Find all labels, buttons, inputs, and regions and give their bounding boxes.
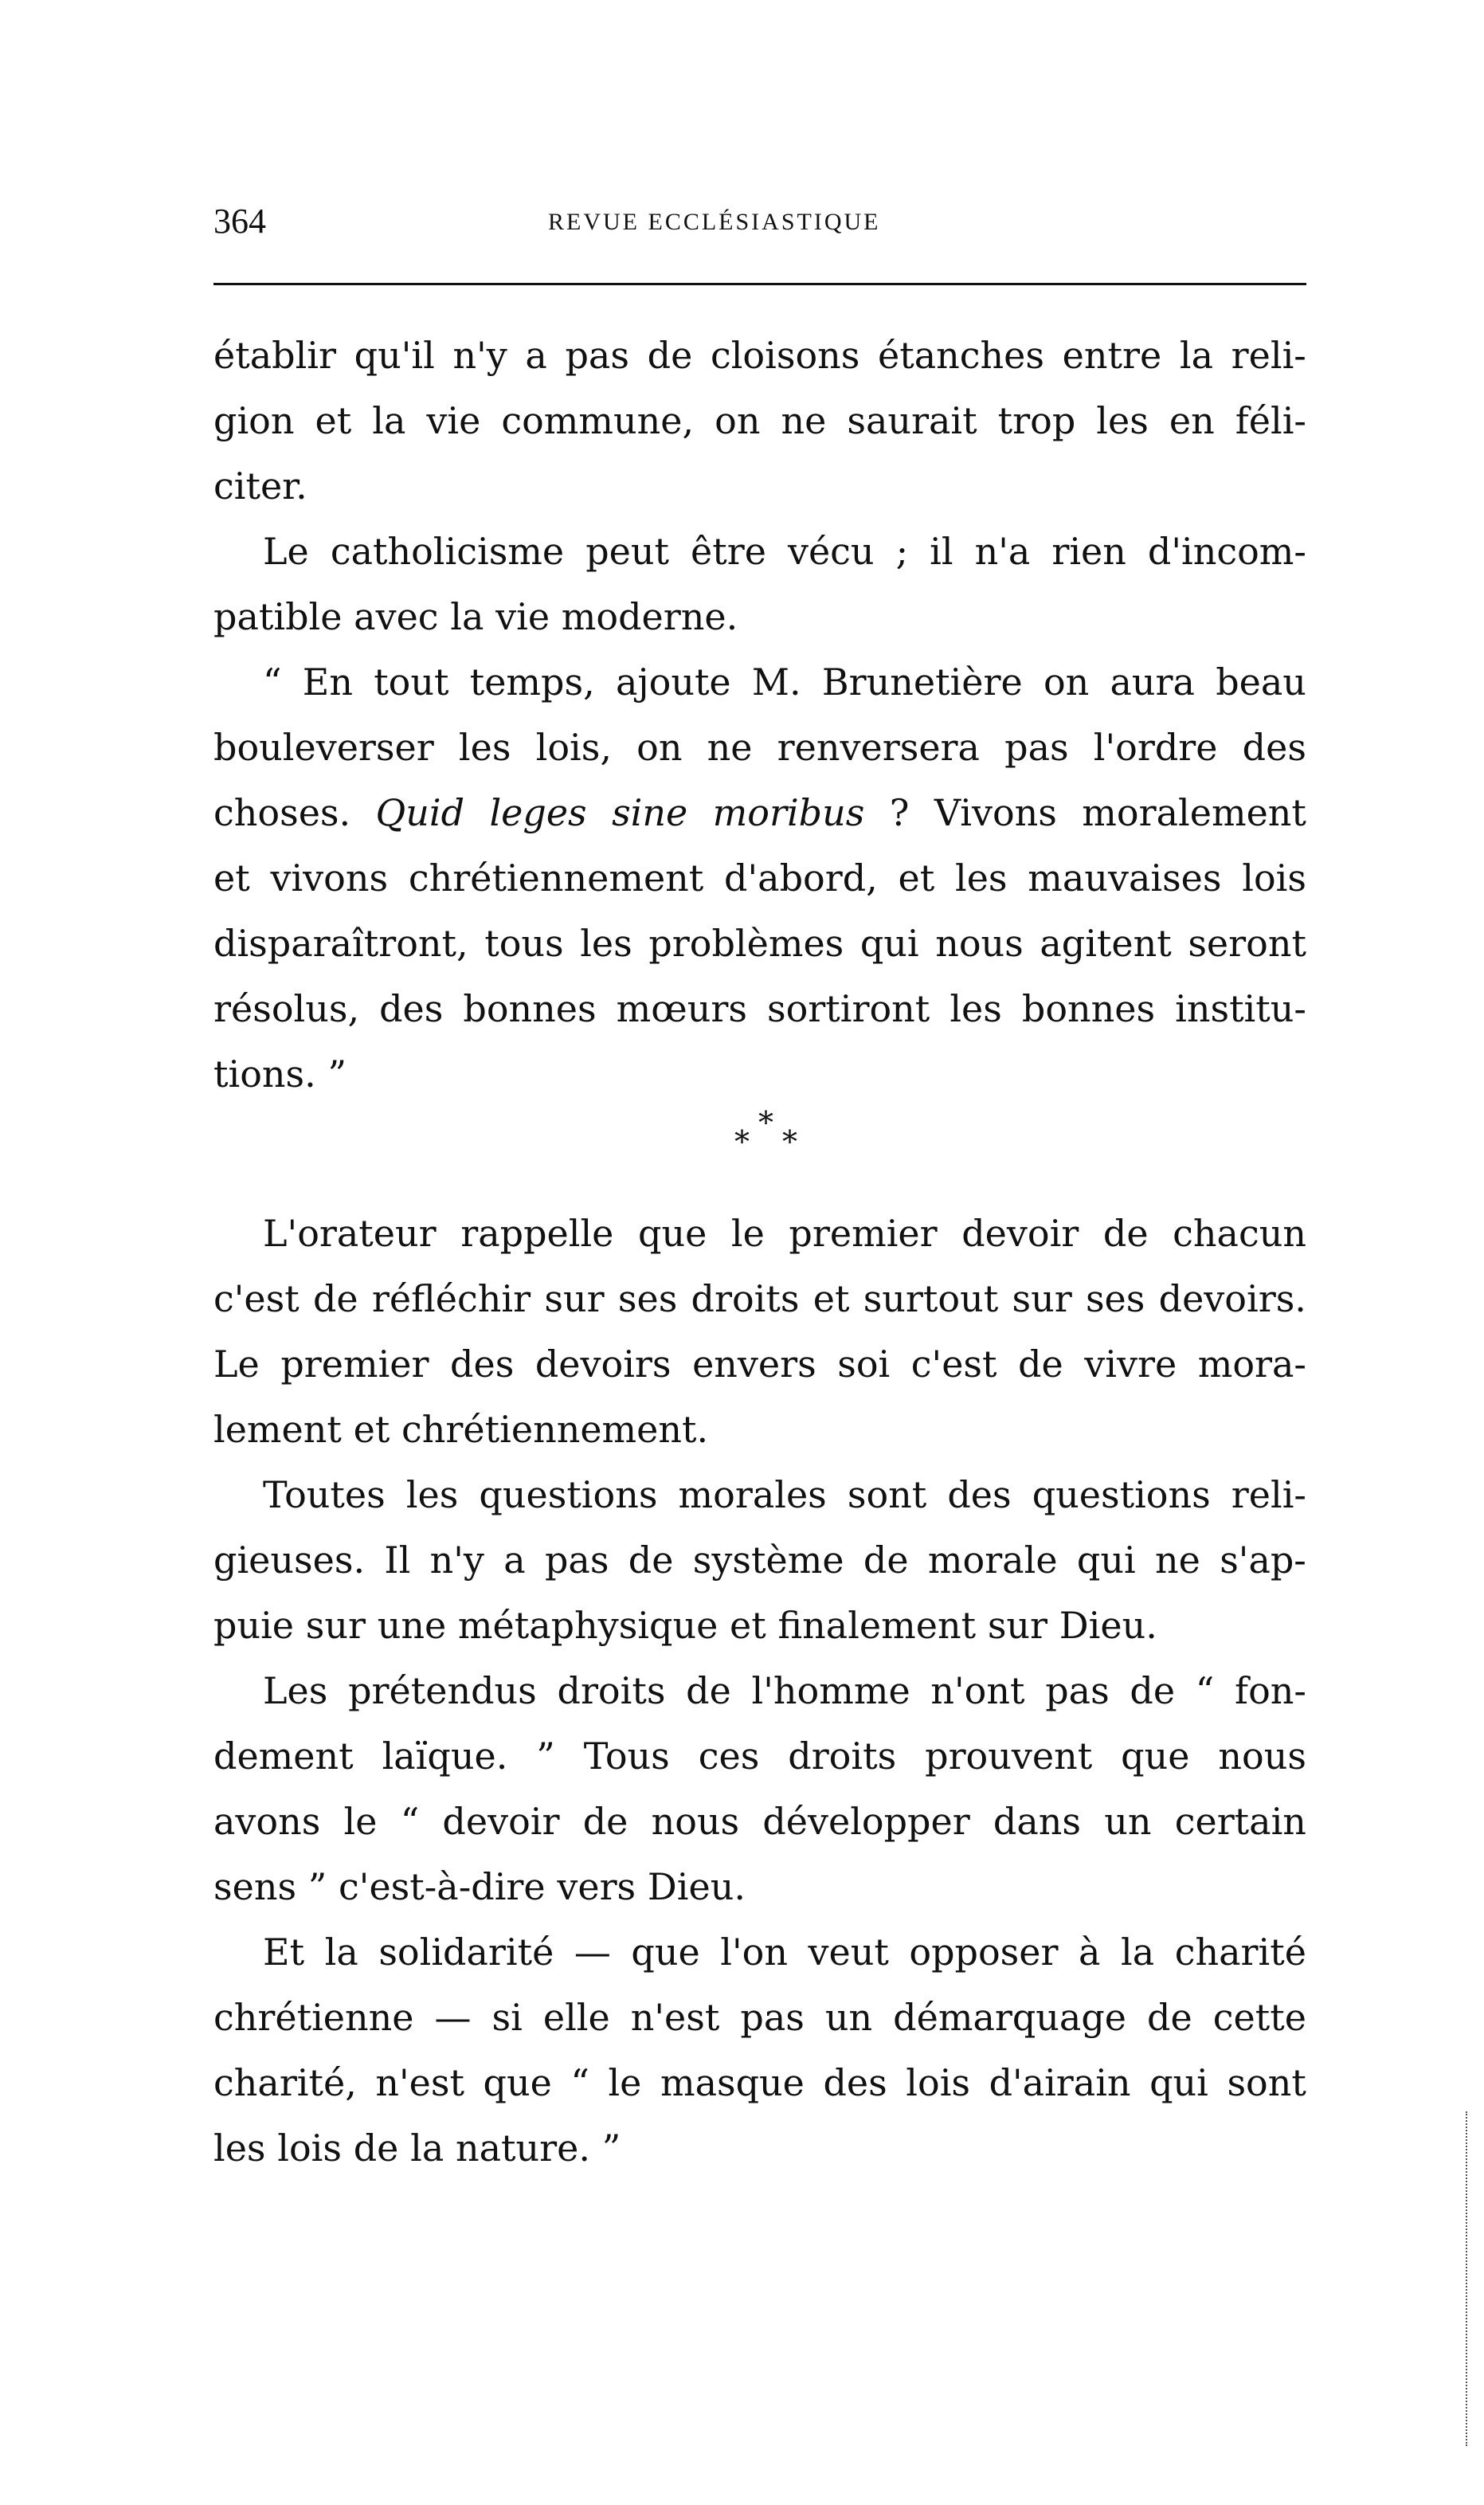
word: nature. <box>455 2127 590 2170</box>
word: s'ap- <box>1220 1539 1306 1582</box>
text-line <box>213 1041 1306 1107</box>
word: des <box>450 1343 515 1386</box>
paragraph <box>213 323 1306 519</box>
word: que <box>1121 1735 1190 1778</box>
word: l'on <box>720 1931 788 1974</box>
page-number: 364 <box>213 202 266 241</box>
text-line <box>213 845 1306 911</box>
word: la <box>1121 1931 1155 1974</box>
word: que <box>638 1212 707 1255</box>
word: ses <box>1085 1277 1145 1320</box>
word: morales <box>678 1473 827 1516</box>
word: vie <box>426 399 481 442</box>
word: métaphysique <box>457 1604 719 1647</box>
word: si <box>491 1996 523 2039</box>
word: ; <box>895 530 909 573</box>
word: ne <box>781 399 827 442</box>
text-line <box>213 1854 1306 1919</box>
word: puie <box>213 1604 295 1647</box>
word: leges <box>489 791 587 834</box>
word: renversera <box>777 726 980 769</box>
text-line <box>213 976 1306 1041</box>
word: et <box>730 1604 766 1647</box>
word: vécu <box>787 530 875 573</box>
text-line <box>213 584 1306 649</box>
word: Toutes <box>263 1473 386 1516</box>
word: et <box>315 399 352 442</box>
word: En <box>302 661 353 704</box>
word: des <box>823 2061 887 2104</box>
word: d'airain <box>989 2061 1131 2104</box>
word: aura <box>1110 661 1195 704</box>
word: ne <box>707 726 753 769</box>
word: prétendus <box>348 1669 537 1712</box>
word: un <box>1104 1800 1152 1843</box>
word: chacun <box>1173 1212 1306 1255</box>
text-line <box>213 1331 1306 1397</box>
word: c'est <box>910 1343 997 1386</box>
word: premier <box>280 1343 429 1386</box>
word: catholicisme <box>330 530 565 573</box>
word: seront <box>1188 922 1306 965</box>
text-line <box>213 388 1306 453</box>
word: a <box>525 334 547 377</box>
word: elle <box>542 1996 610 2039</box>
word: de <box>312 1277 358 1320</box>
word: dans <box>993 1800 1082 1843</box>
word: droits <box>691 1277 800 1320</box>
word: de <box>647 334 693 377</box>
word: de <box>353 2127 399 2170</box>
text-line <box>213 1658 1306 1723</box>
word: sine <box>612 791 688 834</box>
word: fon- <box>1235 1669 1306 1712</box>
word: n'y <box>429 1539 484 1582</box>
word: de <box>863 1539 909 1582</box>
word: moderne. <box>561 595 738 638</box>
text-line <box>213 1462 1306 1527</box>
text-line <box>213 1919 1306 1985</box>
word: solidarité <box>378 1931 554 1974</box>
word: l'homme <box>751 1669 910 1712</box>
text-line <box>213 1266 1306 1331</box>
word: reli- <box>1231 334 1306 377</box>
header-rule <box>213 283 1306 285</box>
separator-star: * <box>782 1124 797 1159</box>
word: patible <box>213 595 343 638</box>
word: nous <box>651 1800 740 1843</box>
word: l'ordre <box>1093 726 1218 769</box>
word: que <box>631 1931 700 1974</box>
word: dement <box>213 1735 354 1778</box>
word: des <box>1242 726 1306 769</box>
word: “ <box>1195 1669 1215 1712</box>
word: droits <box>557 1669 666 1712</box>
word: cloisons <box>710 334 860 377</box>
word: pas <box>565 334 629 377</box>
word: citer. <box>213 465 307 508</box>
word: de <box>686 1669 731 1712</box>
word: soi <box>837 1343 891 1386</box>
word: Vivons <box>934 791 1057 834</box>
word: trop <box>997 399 1076 442</box>
word: “ <box>400 1800 420 1843</box>
word: Les <box>263 1669 328 1712</box>
word: les <box>405 1473 459 1516</box>
word: laïque. <box>382 1735 508 1778</box>
body-text <box>213 323 1306 2181</box>
word: c'est <box>213 1277 300 1320</box>
word: et <box>898 857 935 900</box>
text-line <box>213 323 1306 388</box>
text-line <box>213 2115 1306 2181</box>
word: Et <box>263 1931 305 1974</box>
word: pas <box>544 1539 609 1582</box>
word: entre <box>1062 334 1162 377</box>
word: de <box>1018 1343 1063 1386</box>
word: beau <box>1216 661 1306 704</box>
word: problèmes <box>648 922 844 965</box>
word: Quid <box>375 791 465 834</box>
word: a <box>503 1539 526 1582</box>
word: le <box>343 1800 378 1843</box>
text-line <box>213 780 1306 845</box>
word: Le <box>213 1343 260 1386</box>
word: la <box>324 1931 358 1974</box>
word: devoir <box>442 1800 560 1843</box>
word: résolus, <box>213 987 360 1030</box>
word: prouvent <box>925 1735 1093 1778</box>
text-line <box>213 1527 1306 1593</box>
word: sont <box>1227 2061 1306 2104</box>
text-line <box>213 715 1306 780</box>
word: lois <box>277 2127 342 2170</box>
word: “ <box>570 2061 589 2104</box>
word: tous <box>484 922 564 965</box>
word: mauvaises <box>1028 857 1222 900</box>
word: bonnes <box>1021 987 1156 1030</box>
word: agitent <box>1040 922 1172 965</box>
word: finalement <box>777 1604 977 1647</box>
word: n'a <box>974 530 1031 573</box>
word: le <box>608 2061 642 2104</box>
text-line <box>213 911 1306 976</box>
word: avec <box>354 595 439 638</box>
text-line <box>213 1593 1306 1658</box>
paragraph <box>213 649 1306 1107</box>
word: être <box>691 530 766 573</box>
word: vie <box>495 595 550 638</box>
word: féli- <box>1235 399 1306 442</box>
word: on <box>715 399 761 442</box>
word: surtout <box>863 1277 999 1320</box>
word: d'incom- <box>1147 530 1306 573</box>
text-line <box>213 1201 1306 1266</box>
word: rien <box>1051 530 1126 573</box>
word: morale <box>927 1539 1058 1582</box>
word: pas <box>740 1996 805 2039</box>
word: premier <box>789 1212 938 1255</box>
word: et <box>353 1408 390 1451</box>
word: chrétiennement. <box>401 1408 709 1451</box>
text-line <box>213 1789 1306 1854</box>
word: la <box>410 2127 444 2170</box>
word: la <box>372 399 406 442</box>
word: commune, <box>501 399 695 442</box>
word: temps, <box>469 661 595 704</box>
word: n'y <box>452 334 507 377</box>
word: peut <box>585 530 669 573</box>
word: établir <box>213 334 336 377</box>
word: — <box>574 1931 611 1974</box>
word: avons <box>213 1800 321 1843</box>
word: disparaîtront, <box>213 922 468 965</box>
word: ” <box>601 2127 621 2170</box>
word: ” <box>307 1865 327 1908</box>
word: de <box>1147 1996 1192 2039</box>
word: ses <box>617 1277 678 1320</box>
word: vivre <box>1084 1343 1177 1386</box>
word: sont <box>847 1473 927 1516</box>
word: tout <box>374 661 449 704</box>
word: des <box>947 1473 1012 1516</box>
word: ” <box>536 1735 555 1778</box>
word: lois <box>906 2061 971 2104</box>
word: moribus <box>712 791 865 834</box>
word: il <box>930 530 953 573</box>
word: cette <box>1212 1996 1306 2039</box>
word: les <box>1096 399 1149 442</box>
word: sur <box>1012 1277 1072 1320</box>
margin-scan-mark <box>1466 2111 1469 2446</box>
word: sortiront <box>767 987 930 1030</box>
word: lois <box>1242 857 1306 900</box>
word: rappelle <box>460 1212 614 1255</box>
word: à <box>1079 1931 1101 1974</box>
word: qui <box>859 922 919 965</box>
word: ajoute <box>615 661 731 704</box>
word: ? <box>889 791 910 834</box>
word: mœurs <box>616 987 747 1030</box>
word: nous <box>1218 1735 1306 1778</box>
paragraph <box>213 1462 1306 1658</box>
word: vivons <box>270 857 389 900</box>
text-line <box>213 2050 1306 2115</box>
word: sur <box>305 1604 366 1647</box>
word: n'ont <box>930 1669 1025 1712</box>
word: lois, <box>535 726 612 769</box>
word: qui <box>1076 1539 1136 1582</box>
word: n'est <box>630 1996 720 2039</box>
word: devoirs. <box>1158 1277 1306 1320</box>
word: Brunetière <box>821 661 1023 704</box>
word: en <box>1169 399 1215 442</box>
word: c'est-à-dire <box>339 1865 546 1908</box>
word: Tous <box>583 1735 670 1778</box>
word: sur <box>987 1604 1048 1647</box>
paragraph <box>213 1919 1306 2181</box>
page-header <box>213 198 1306 253</box>
word: et <box>213 857 250 900</box>
word: “ <box>263 661 282 704</box>
running-title: REVUE ECCLÉSIASTIQUE <box>548 209 881 235</box>
word: gieuses. <box>213 1539 366 1582</box>
word: le <box>730 1212 765 1255</box>
word: de <box>628 1539 674 1582</box>
word: de <box>582 1800 628 1843</box>
word: de <box>1102 1212 1149 1255</box>
word: questions <box>1032 1473 1211 1516</box>
text-line <box>213 649 1306 715</box>
word: de <box>1130 1669 1176 1712</box>
word: tions. <box>213 1053 316 1096</box>
word: ne <box>1155 1539 1200 1582</box>
word: une <box>377 1604 447 1647</box>
word: opposer <box>909 1931 1059 1974</box>
word: bonnes <box>463 987 597 1030</box>
word: charité <box>1174 1931 1306 1974</box>
word: mora- <box>1197 1343 1306 1386</box>
word: sur <box>544 1277 605 1320</box>
word: questions <box>479 1473 658 1516</box>
separator-star: * <box>758 1105 773 1140</box>
word: réfléchir <box>371 1277 531 1320</box>
word: veut <box>808 1931 889 1974</box>
word: qui <box>1149 2061 1208 2104</box>
word: M. <box>751 661 801 704</box>
word: les <box>580 922 632 965</box>
word: Dieu. <box>1059 1604 1157 1647</box>
word: choses. <box>213 791 351 834</box>
word: d'abord, <box>724 857 878 900</box>
word: que <box>483 2061 552 2104</box>
word: des <box>379 987 444 1030</box>
separator-star: * <box>734 1124 750 1159</box>
word: charité, <box>213 2061 357 2104</box>
word: masque <box>660 2061 805 2104</box>
word: envers <box>692 1343 816 1386</box>
word: sens <box>213 1865 297 1908</box>
word: chrétiennement <box>408 857 704 900</box>
text-line <box>213 1397 1306 1462</box>
word: les <box>954 857 1008 900</box>
word: Le <box>263 530 309 573</box>
word: qu'il <box>354 334 435 377</box>
word: un <box>824 1996 873 2039</box>
paragraph <box>213 519 1306 649</box>
word: pas <box>1004 726 1069 769</box>
word: développer <box>762 1800 970 1843</box>
paragraph <box>213 1201 1306 1462</box>
word: nous <box>935 922 1024 965</box>
section-separator <box>213 1107 1306 1201</box>
word: les <box>458 726 511 769</box>
text-line <box>213 453 1306 519</box>
word: Il <box>384 1539 411 1582</box>
word: bouleverser <box>213 726 434 769</box>
word: on <box>636 726 683 769</box>
word: Dieu. <box>647 1865 746 1908</box>
word: chrétienne <box>213 1996 414 2039</box>
word: étanches <box>878 334 1045 377</box>
word: démarquage <box>893 1996 1127 2039</box>
word: lement <box>213 1408 342 1451</box>
word: saurait <box>847 399 977 442</box>
word: certain <box>1174 1800 1306 1843</box>
word: n'est <box>375 2061 464 2104</box>
word: les <box>950 987 1002 1030</box>
text-line <box>213 519 1306 584</box>
word: et <box>812 1277 850 1320</box>
word: gion <box>213 399 295 442</box>
word: la <box>450 595 484 638</box>
text-line <box>213 1985 1306 2050</box>
word: système <box>692 1539 844 1582</box>
word: pas <box>1045 1669 1110 1712</box>
word: droits <box>788 1735 897 1778</box>
word: vers <box>557 1865 636 1908</box>
text-line <box>213 1723 1306 1789</box>
word: devoir <box>961 1212 1079 1255</box>
word: devoirs <box>534 1343 672 1386</box>
word: la <box>1179 334 1214 377</box>
word: institu- <box>1175 987 1306 1030</box>
word: on <box>1043 661 1090 704</box>
word: moralement <box>1082 791 1306 834</box>
word: ces <box>698 1735 760 1778</box>
word: — <box>434 1996 472 2039</box>
word: reli- <box>1231 1473 1306 1516</box>
word: L'orateur <box>263 1212 437 1255</box>
paragraph <box>213 1658 1306 1919</box>
word: les <box>213 2127 266 2170</box>
word: ” <box>327 1053 347 1096</box>
